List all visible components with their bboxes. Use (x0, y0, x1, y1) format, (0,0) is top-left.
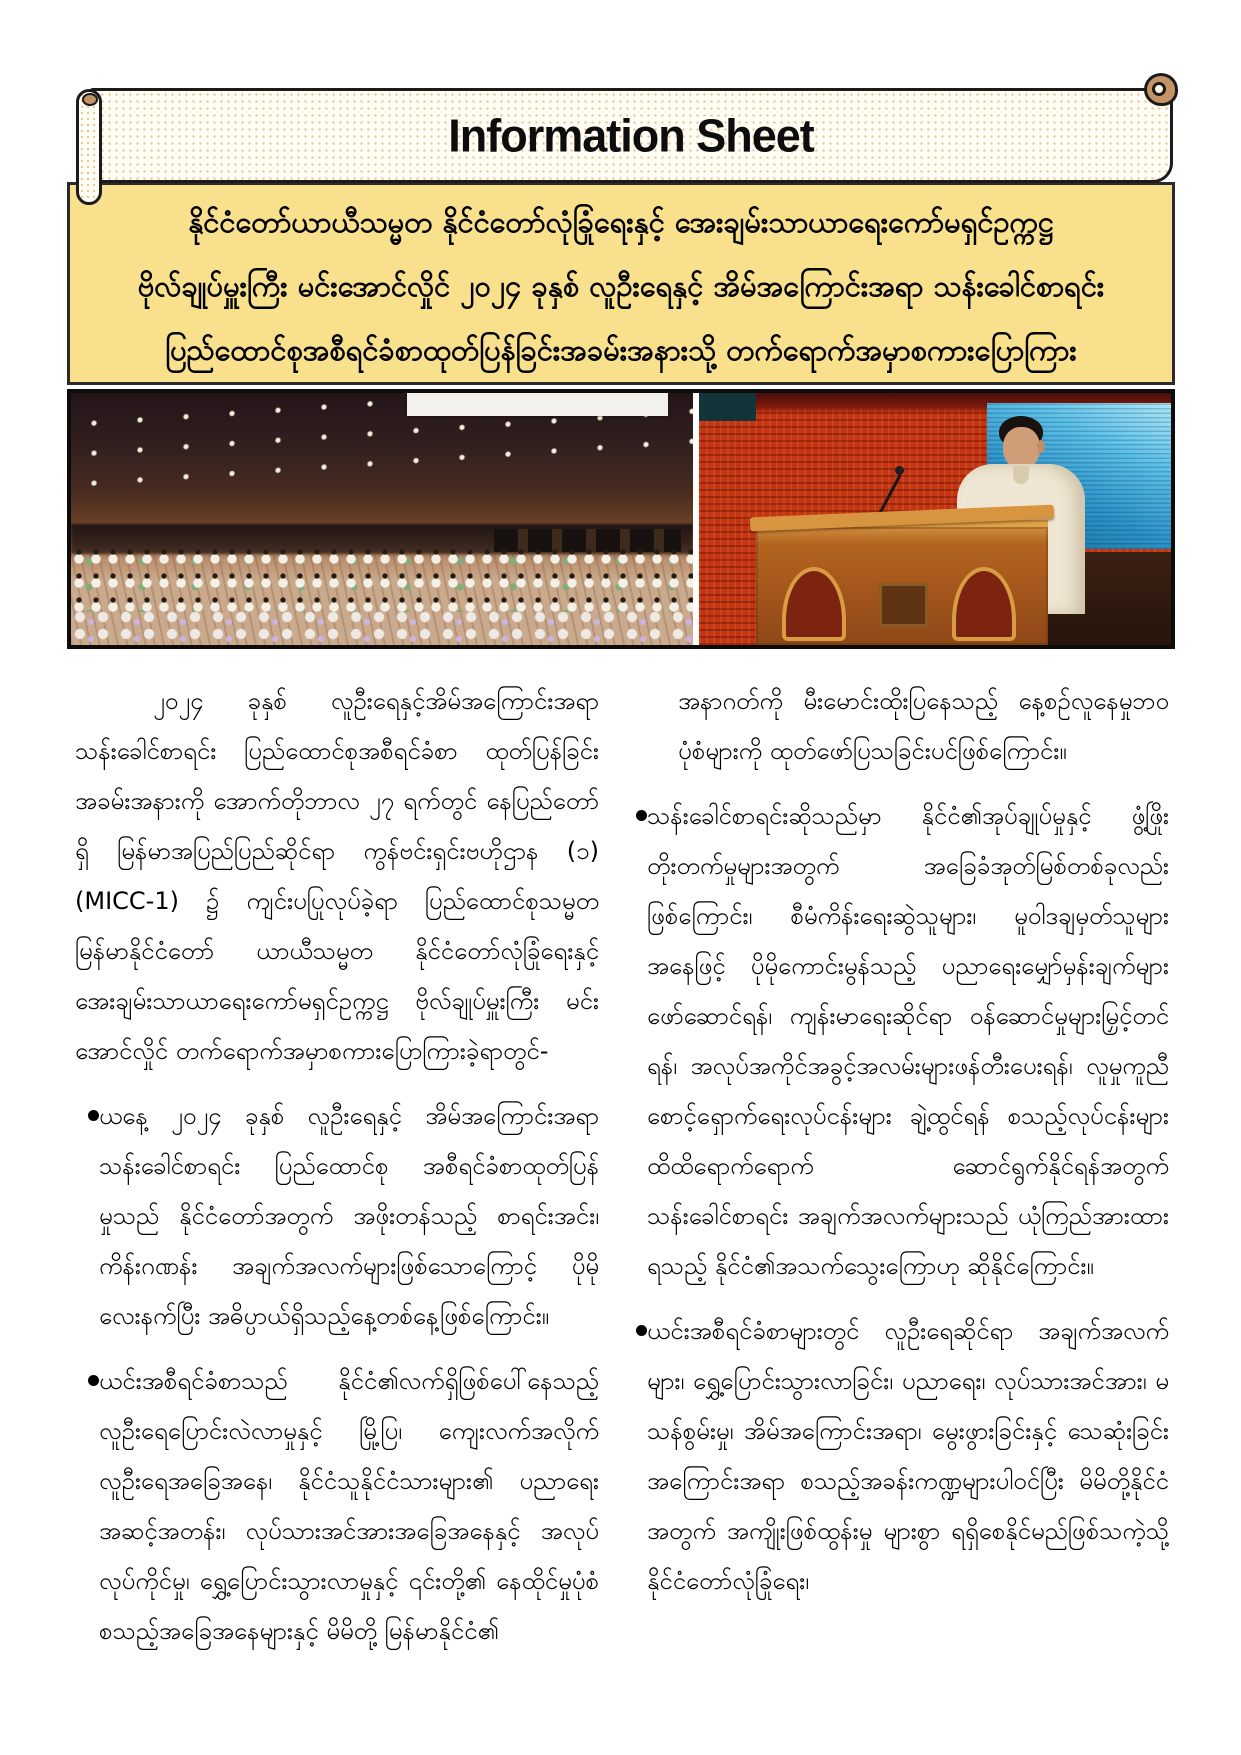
podium-arch-right (952, 567, 1016, 641)
audience-photo (71, 393, 693, 645)
bullet-icon (88, 1375, 99, 1386)
text-column-left (75, 676, 599, 1656)
photo-strip (67, 389, 1175, 649)
scroll-roll-opening (82, 93, 98, 106)
bullet-text: ယင်းအစီရင်ခံစာများတွင် လူဦးရေဆိုင်ရာ အချက်အလက်များ၊ ရွှေ့ပြောင်းသွားလာခြင်း၊ ပညာရေး၊ လုပ်သားအင်အား၊ မသန်စွမ်းမှု၊ အိမ်အကြောင်းအရာ၊ မွေးဖွားခြင်းနှင့် သေဆုံးခြင်းအကြောင်းအရာ စသည့်အခန်းကဏ္ဍများပါဝင်ပြီး မိမိတို့နိုင်ငံအတွက် အကျိုးဖြစ်ထွန်းမှု များစွာ ရရှိစေနိုင်မည်ဖြစ်သကဲ့သို့ နိုင်ငံတော်လုံခြုံရေး၊ (647, 1317, 1169, 1595)
microphone-icon (895, 466, 904, 475)
bullet-text: သန်းခေါင်စာရင်းဆိုသည်မှာ နိုင်ငံ၏အုပ်ချုပ်မှုနှင့် ဖွံ့ဖြိုးတိုးတက်မှုများအတွက် အခြေခံအုတ်မြစ်တစ်ခုလည်းဖြစ်ကြောင်း၊ စီမံကိန်းရေးဆွဲသူများ၊ မူဝါဒချမှတ်သူများအနေဖြင့် ပိုမိုကောင်းမွန်သည့် ပညာရေးမျှော်မှန်းချက်များဖော်ဆောင်ရန်၊ ကျန်းမာရေးဆိုင်ရာ ဝန်ဆောင်မှုများမြှင့်တင်ရန်၊ အလုပ်အကိုင်အခွင့်အလမ်းများဖန်တီးပေးရန်၊ လူမှုကူညီစောင့်ရှောက်ရေးလုပ်ငန်းများ ချဲ့ထွင်ရန် စသည့်လုပ်ငန်းများ ထိထိရောက်ရောက် ဆောင်ရွက်နိုင်ရန်အတွက် သန်းခေါင်စာရင်း အချက်အလက်များသည် ယုံကြည်အားထားရသည့် နိုင်ငံ၏အသက်သွေးကြောဟု ဆိုနိုင်ကြောင်း။ (647, 802, 1169, 1280)
podium-center-panel (879, 583, 929, 627)
bullet-item (75, 1356, 599, 1656)
seated-audience (71, 547, 693, 613)
scroll-banner (67, 73, 1175, 182)
headline-line-1: နိုင်ငံတော်ယာယီသမ္မတ နိုင်ငံတော်လုံခြုံရေးနှင့် အေးချမ်းသာယာရေးကော်မရှင်ဥက္ကဋ္ဌ (188, 204, 1054, 239)
dark-corner-block (699, 393, 756, 421)
scroll-paper (89, 88, 1173, 183)
bullet-item (75, 1091, 599, 1341)
bullet-text: ယနေ့ ၂၀၂၄ ခုနှစ် လူဦးရေနှင့် အိမ်အကြောင်းအရာ သန်းခေါင်စာရင်း ပြည်ထောင်စု အစီရင်ခံစာထုတ်ပြန်မှုသည် နိုင်ငံတော်အတွက် အဖိုးတန်သည့် စာရင်းအင်း၊ ကိန်းဂဏန်း အချက်အလက်များဖြစ်သောကြောင့် ပိုမိုလေးနက်ပြီး အဓိပ္ပာယ်ရှိသည့်နေ့တစ်နေ့ဖြစ်ကြောင်း။ (99, 1102, 599, 1330)
projection-screen (407, 393, 668, 416)
headline-box (67, 182, 1175, 385)
bullet-icon (636, 810, 647, 821)
speaker-photo (699, 393, 1171, 645)
continuation-paragraph: အနာဂတ်ကို မီးမောင်းထိုးပြနေသည့် နေ့စဉ်လူနေမှုဘဝပုံစံများကို ထုတ်ဖော်ပြသခြင်းပင်ဖြစ်ကြောင်း။ (678, 687, 1169, 765)
bullet-icon (636, 1325, 647, 1336)
podium-arch-left (782, 567, 846, 641)
speaker-ear (1037, 440, 1045, 453)
page-content (67, 0, 1175, 1656)
headline-line-2: ဗိုလ်ချုပ်မှူးကြီး မင်းအောင်လှိုင် ၂၀၂၄ ခုနှစ် လူဦးရေနှင့် အိမ်အကြောင်းအရာ သန်းခေါင်စာရင်း (137, 268, 1105, 303)
wooden-podium (756, 520, 1049, 645)
speaker-collar (1013, 466, 1029, 484)
headline-line-3: ပြည်ထောင်စုအစီရင်ခံစာထုတ်ပြန်ခြင်းအခမ်းအနားသို့ တက်ရောက်အမှာစကားပြောကြား (165, 332, 1077, 367)
scroll-curl-center (1152, 82, 1166, 96)
text-column-right (636, 676, 1169, 1656)
white-chairs (71, 610, 693, 645)
intro-paragraph: ၂၀၂၄ ခုနှစ် လူဦးရေနှင့်အိမ်အကြောင်းအရာ သန်းခေါင်စာရင်း ပြည်ထောင်စုအစီရင်ခံစာ ထုတ်ပြန်ခြင်းအခမ်းအနားကို အောက်တိုဘာလ ၂၇ ရက်တွင် နေပြည်တော်ရှိ မြန်မာအပြည်ပြည်ဆိုင်ရာ ကွန်ဗင်းရှင်းဗဟိုဌာန (၁) (MICC-1) ၌ ကျင်းပပြုလုပ်ခဲ့ရာ ပြည်ထောင်စုသမ္မတမြန်မာနိုင်ငံတော် ယာယီသမ္မတ နိုင်ငံတော်လုံခြုံရေးနှင့် အေးချမ်းသာယာရေးကော်မရှင်ဥက္ကဋ္ဌ ဗိုလ်ချုပ်မှူးကြီး မင်းအောင်လှိုင် တက်ရောက်အမှာစကားပြောကြားခဲ့ရာတွင်- (75, 687, 599, 1065)
scroll-curl-icon (1144, 73, 1178, 106)
bullet-text: ယင်းအစီရင်ခံစာသည် နိုင်ငံ၏လက်ရှိဖြစ်ပေါ်နေသည့် လူဦးရေပြောင်းလဲလာမှုနှင့် မြို့ပြ၊ ကျေးလက်အလိုက် လူဦးရေအခြေအနေ၊ နိုင်ငံသူနိုင်ငံသားများ၏ ပညာရေးအဆင့်အတန်း၊ လုပ်သားအင်အားအခြေအနေနှင့် အလုပ်လုပ်ကိုင်မှု၊ ရွှေ့ပြောင်းသွားလာမှုနှင့် ၎င်းတို့၏ နေထိုင်မှုပုံစံ စသည့်အခြေအနေများနှင့် မိမိတို့ မြန်မာနိုင်ငံ၏ (99, 1367, 599, 1645)
bullet-item (636, 1306, 1169, 1606)
banner-title: Information Sheet (448, 108, 814, 162)
bullet-icon (88, 1110, 99, 1121)
article-body (67, 676, 1175, 1656)
scroll-left-roll-icon (76, 89, 102, 205)
speaker-face (1003, 427, 1040, 469)
bullet-item (636, 791, 1169, 1291)
